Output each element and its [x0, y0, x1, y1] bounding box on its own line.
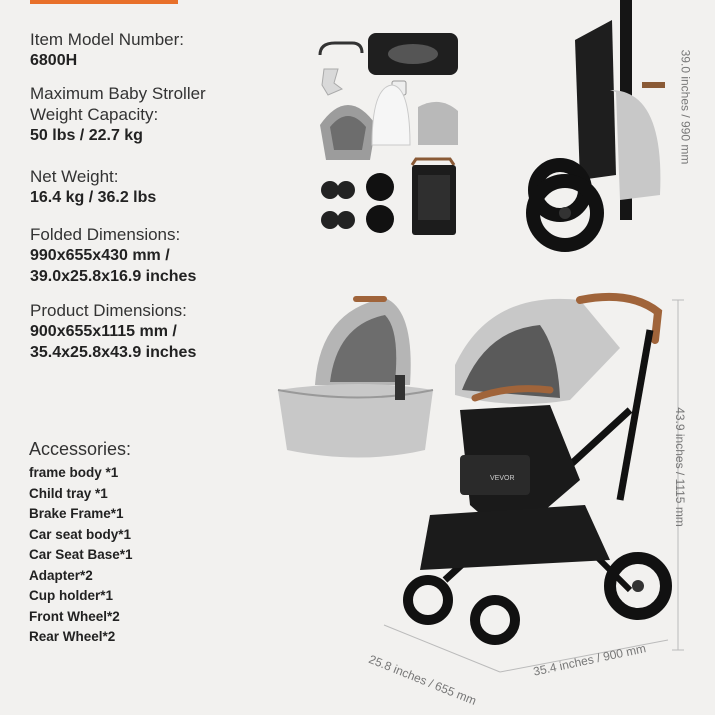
- capacity-value: 50 lbs / 22.7 kg: [30, 127, 143, 144]
- product-value-line2: 35.4x25.8x43.9 inches: [30, 344, 197, 361]
- model-label: Item Model Number:: [30, 30, 184, 49]
- accessory-item: Rear Wheel*2: [29, 629, 116, 644]
- capacity-label-line1: Maximum Baby Stroller: [30, 84, 206, 103]
- accessory-item: Adapter*2: [29, 567, 93, 583]
- product-label: Product Dimensions:: [30, 301, 187, 320]
- accessories-title: Accessories:: [29, 439, 132, 459]
- capacity-label-line2: Weight Capacity:: [30, 105, 159, 124]
- accessory-item: frame body *1: [29, 465, 119, 480]
- width-label: 25.8 inches / 655 mm: [366, 652, 479, 708]
- net-weight-label: Net Weight:: [30, 167, 119, 186]
- net-weight-value: 16.4 kg / 36.2 lbs: [30, 189, 157, 206]
- folded-value-line2: 39.0x25.8x16.9 inches: [30, 268, 197, 285]
- folded-height-label: 39.0 inches / 990 mm: [678, 49, 693, 165]
- folded-label: Folded Dimensions:: [30, 225, 181, 244]
- accessory-item: Cup holder*1: [29, 588, 114, 603]
- brand-label: VEVOR: [490, 475, 515, 482]
- accessory-item: Car Seat Base*1: [29, 547, 133, 562]
- length-label: 35.4 inches / 900 mm: [532, 641, 648, 679]
- accessory-item: Brake Frame*1: [29, 506, 124, 521]
- product-value-line1: 900x655x1115 mm /: [30, 323, 177, 340]
- product-height-label: 43.9 inches / 1115 mm: [672, 407, 687, 527]
- accessory-item: Child tray *1: [29, 485, 108, 501]
- folded-value-line1: 990x655x430 mm /: [30, 247, 170, 264]
- accessory-item: Front Wheel*2: [29, 608, 120, 624]
- model-value: 6800H: [30, 52, 78, 69]
- accessory-item: Car seat body*1: [29, 526, 132, 542]
